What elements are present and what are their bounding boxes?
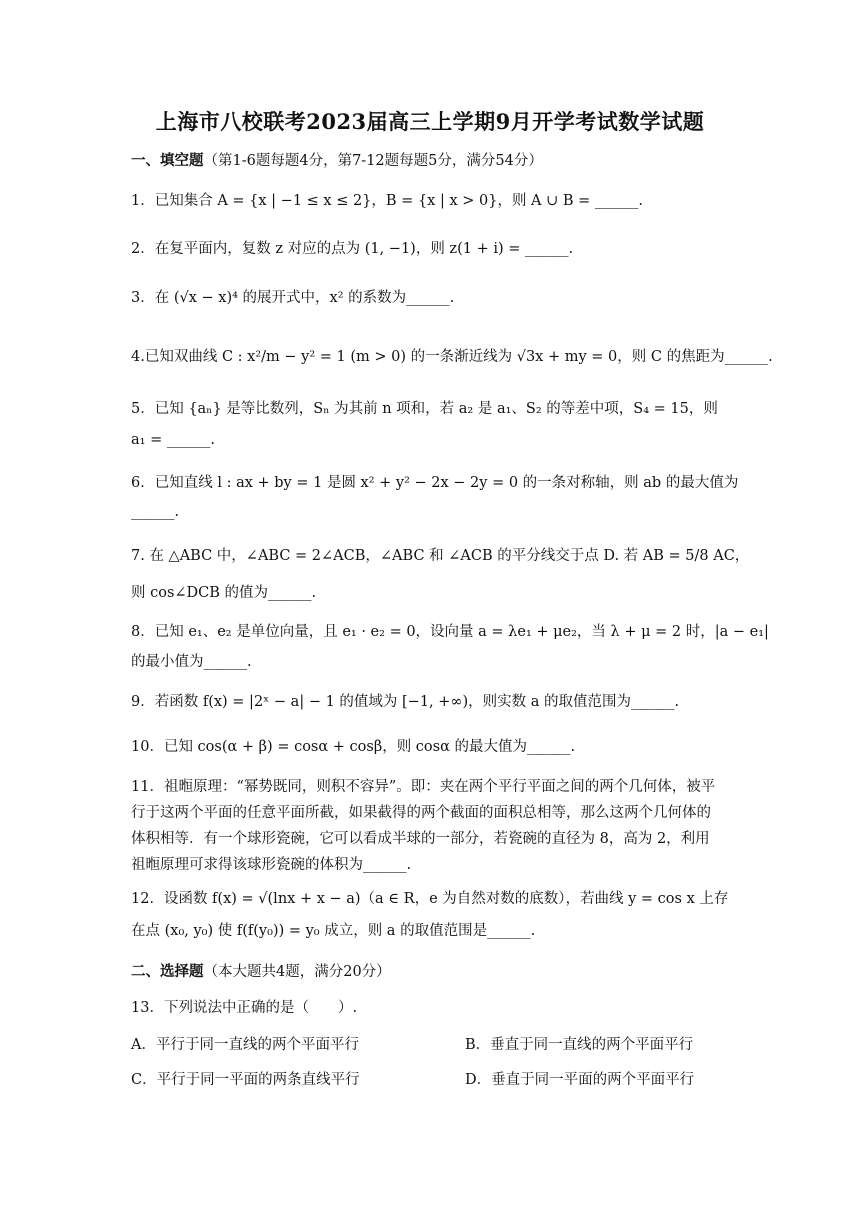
question-13: 13．下列说法中正确的是（ ）. <box>131 1000 358 1016</box>
option-c: C．平行于同一平面的两条直线平行 <box>131 1072 360 1088</box>
question-11-line-4: 祖暅原理可求得该球形瓷碗的体积为______. <box>131 857 412 873</box>
question-5-line-1: 5．已知 {aₙ} 是等比数列，Sₙ 为其前 n 项和，若 a₂ 是 a₁、S₂ 的等差中项，S₄ = 15，则 <box>131 401 718 417</box>
question-5-line-2: a₁ = ______. <box>131 432 215 448</box>
question-6-line-2: ______. <box>131 504 180 520</box>
question-3: 3．在 (√x − x)⁴ 的展开式中，x² 的系数为______. <box>131 290 455 306</box>
question-9: 9．若函数 f(x) = |2ˣ − a| − 1 的值域为 [−1, +∞)，则实数 a 的取值范围为______. <box>131 694 680 710</box>
question-11-line-1: 11．祖暅原理：“幂势既同，则积不容异”。即：夹在两个平行平面之间的两个几何体，被平 <box>131 779 716 795</box>
question-1: 1．已知集合 A = {x | −1 ≤ x ≤ 2}，B = {x | x > 0}，则 A ∪ B = ______. <box>131 193 644 209</box>
option-b: B．垂直于同一直线的两个平面平行 <box>465 1037 694 1053</box>
section-choice-heading <box>131 962 731 982</box>
option-a: A．平行于同一直线的两个平面平行 <box>131 1037 359 1053</box>
section-fill-in-heading <box>131 151 731 171</box>
section-1-label: 一、填空题 <box>131 152 204 169</box>
question-11-line-3: 体积相等．有一个球形瓷碗，它可以看成半球的一部分，若瓷碗的直径为 8，高为 2，利用 <box>131 831 710 847</box>
question-6-line-1: 6．已知直线 l : ax + by = 1 是圆 x² + y² − 2x − 2y = 0 的一条对称轴，则 ab 的最大值为 <box>131 475 739 491</box>
question-12-line-1: 12．设函数 f(x) = √(lnx + x − a)（a ∈ R，e 为自然对数的底数），若曲线 y = cos x 上存 <box>131 891 729 907</box>
question-7-line-2: 则 cos∠DCB 的值为______. <box>131 585 317 601</box>
section-2-note: （本大题共4题，满分20分） <box>203 964 391 980</box>
section-2-label: 二、选择题 <box>131 963 204 980</box>
question-10: 10．已知 cos(α + β) = cosα + cosβ，则 cosα 的最大值为______. <box>131 739 576 755</box>
question-11-line-2: 行于这两个平面的任意平面所截，如果截得的两个截面的面积总相等，那么这两个几何体的 <box>131 805 711 821</box>
question-4: 4.已知双曲线 C : x²/m − y² = 1 (m > 0) 的一条渐近线为 √3x + my = 0，则 C 的焦距为______. <box>131 349 773 365</box>
page-title: 上海市八校联考2023届高三上学期9月开学考试数学试题 <box>155 109 705 134</box>
question-2: 2．在复平面内，复数 z 对应的点为 (1, −1)，则 z(1 + i) = ______. <box>131 241 574 257</box>
section-1-note: （第1-6题每题4分，第7-12题每题5分，满分54分） <box>203 153 543 169</box>
question-7-line-1: 7. 在 △ABC 中，∠ABC = 2∠ACB，∠ABC 和 ∠ACB 的平分线交于点 D. 若 AB = 5/8 AC， <box>131 548 750 564</box>
question-8-line-2: 的最小值为______. <box>131 654 252 670</box>
question-8-line-1: 8．已知 e₁、e₂ 是单位向量，且 e₁ · e₂ = 0，设向量 a = λe₁ + μe₂，当 λ + μ = 2 时，|a − e₁| <box>131 624 769 640</box>
option-d: D．垂直于同一平面的两个平面平行 <box>465 1072 695 1088</box>
question-12-line-2: 在点 (x₀, y₀) 使 f(f(y₀)) = y₀ 成立，则 a 的取值范围是______. <box>131 923 536 939</box>
